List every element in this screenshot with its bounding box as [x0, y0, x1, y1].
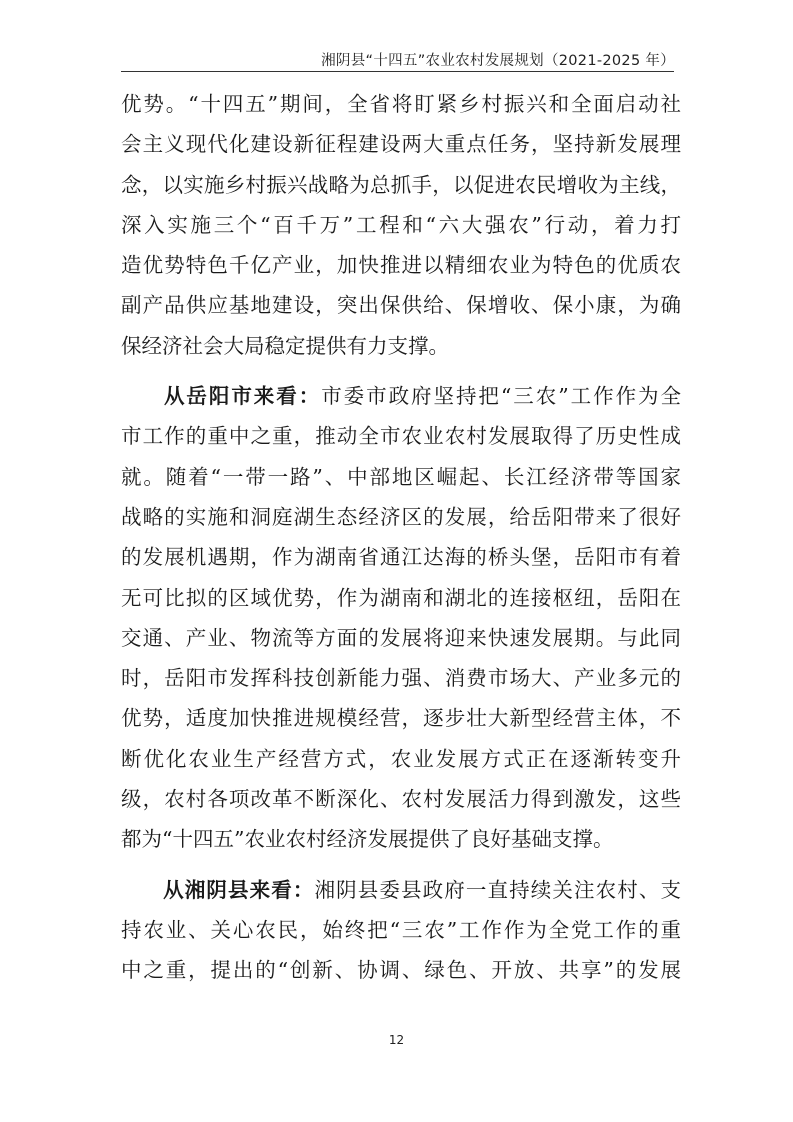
page-number: 12 — [388, 1033, 405, 1047]
paragraph — [121, 84, 681, 366]
paragraph-lead-heading: 从湘阴县来看： — [162, 877, 315, 902]
text-line: 中之重，提出的“创新、协调、绿色、开放、共享”的发展 — [121, 958, 681, 983]
text-line: 副产品供应基地建设，突出保供给、保增收、保小康，为确 — [121, 293, 681, 318]
header-divider — [121, 71, 674, 72]
text-line: 级，农村各项改革不断深化、农村发展活力得到激发，这些 — [121, 787, 681, 812]
text-line: 保经济社会大局稳定提供有力支撑。 — [121, 333, 449, 358]
text-line: 无可比拟的区域优势，作为湖南和湖北的连接枢纽，岳阳在 — [121, 585, 681, 610]
running-header-title: 湘阴县“十四五”农业农村发展规划（2021-2025 年） — [321, 53, 675, 69]
text-line: 优势。“十四五”期间，全省将盯紧乡村振兴和全面启动社 — [121, 92, 681, 116]
text-line: 造优势特色千亿产业，加快推进以精细农业为特色的优质农 — [121, 253, 681, 278]
text-line: 深入实施三个“百千万”工程和“六大强农”行动，着力打 — [121, 212, 681, 237]
text-line: 持农业、关心农民，始终把“三农”工作作为全党工作的重 — [121, 917, 681, 942]
text-line: 念，以实施乡村振兴战略为总抓手，以促进农民增收为主线， — [121, 172, 681, 197]
text-line: 优势，适度加快推进规模经营，逐步壮大新型经营主体，不 — [121, 706, 681, 731]
text-line: 时，岳阳市发挥科技创新能力强、消费市场大、产业多元的 — [121, 666, 681, 691]
text-line: 断优化农业生产经营方式，农业发展方式正在逐渐转变升 — [121, 746, 681, 771]
text-line — [121, 870, 681, 910]
text-line: 交通、产业、物流等方面的发展将迎来快速发展期。与此同 — [121, 625, 681, 650]
text-line — [121, 376, 681, 416]
paragraph — [121, 376, 681, 860]
text-line: 市工作的重中之重，推动全市农业农村发展取得了历史性成 — [121, 424, 681, 449]
paragraph — [121, 870, 681, 991]
document-body — [121, 84, 681, 991]
text-line: 的发展机遇期，作为湖南省通江达海的桥头堡，岳阳市有着 — [121, 545, 681, 570]
text-line: 都为“十四五”农业农村经济发展提供了良好基础支撑。 — [121, 827, 614, 852]
text-segment: 湘阴县委县政府一直持续关注农村、支 — [314, 877, 681, 902]
paragraph-lead-heading: 从岳阳市来看： — [162, 384, 322, 409]
text-line: 会主义现代化建设新征程建设两大重点任务，坚持新发展理 — [121, 132, 681, 157]
text-line: 战略的实施和洞庭湖生态经济区的发展，给岳阳带来了很好 — [121, 504, 681, 529]
text-line: 就。随着“一带一路”、中部地区崛起、长江经济带等国家 — [121, 464, 681, 489]
text-segment: 市委市政府坚持把“三农”工作作为全 — [321, 384, 682, 409]
